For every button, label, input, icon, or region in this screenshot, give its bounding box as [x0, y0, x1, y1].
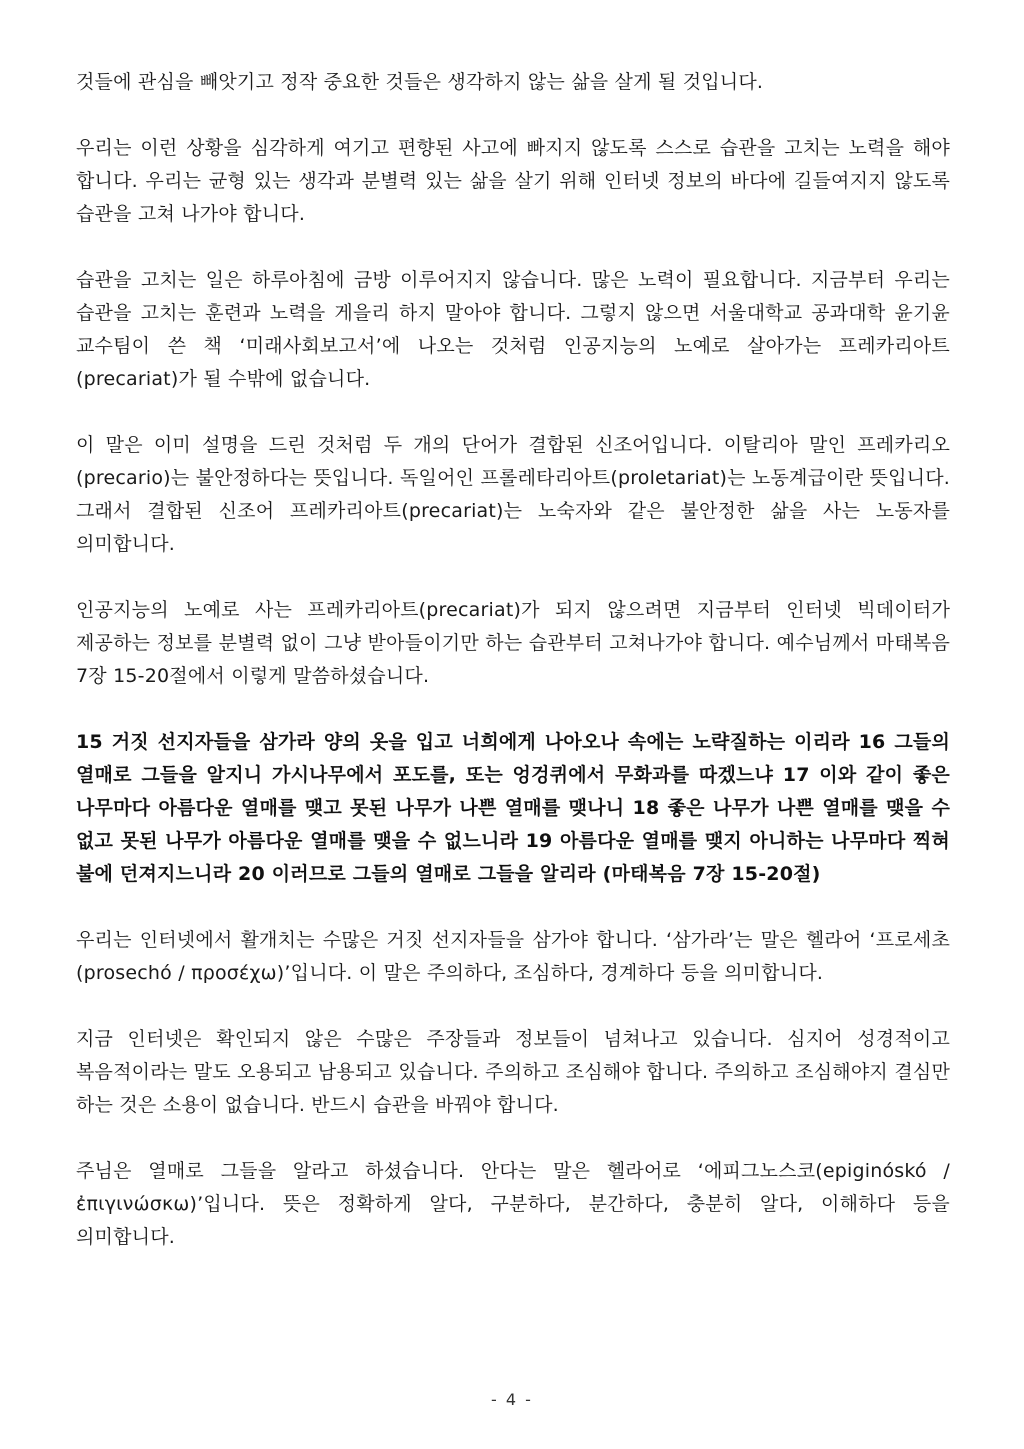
paragraph: 주님은 열매로 그들을 알라고 하셨습니다. 안다는 말은 헬라어로 ‘에피그노스코(epiginóskó / ἐπιγινώσκω)’입니다. 뜻은 정확하게 알다, 구분하다, 분간하다, 충분히 알다, 이해하다 등을 의미합니다. [76, 1160, 950, 1248]
document-body [76, 66, 950, 1287]
paragraph: 인공지능의 노예로 사는 프레카리아트(precariat)가 되지 않으려면 지금부터 인터넷 빅데이터가 제공하는 정보를 분별력 없이 그냥 받아들이기만 하는 습관부터 고쳐나가야 합니다. 예수님께서 마태복음 7장 15-20절에서 이렇게 말씀하셨습니다. [76, 599, 950, 687]
paragraph: 것들에 관심을 빼앗기고 정작 중요한 것들은 생각하지 않는 삶을 살게 될 것입니다. [76, 71, 764, 93]
paragraph: 우리는 이런 상황을 심각하게 여기고 편향된 사고에 빠지지 않도록 스스로 습관을 고치는 노력을 해야 합니다. 우리는 균형 있는 생각과 분별력 있는 삶을 살기 위해 인터넷 정보의 바다에 길들여지지 않도록 습관을 고쳐 나가야 합니다. [76, 137, 950, 225]
paragraph: 우리는 인터넷에서 활개치는 수많은 거짓 선지자들을 삼가야 합니다. ‘삼가라’는 말은 헬라어 ‘프로세초(prosechó / προσέχω)’입니다. 이 말은 주의하다, 조심하다, 경계하다 등을 의미합니다. [76, 929, 950, 984]
page-number: - 4 - [491, 1390, 533, 1409]
paragraph: 이 말은 이미 설명을 드린 것처럼 두 개의 단어가 결합된 신조어입니다. 이탈리아 말인 프레카리오(precario)는 불안정하다는 뜻입니다. 독일어인 프롤레타리아트(proletariat)는 노동계급이란 뜻입니다. 그래서 결합된 신조어 프레카리아트(precariat)는 노숙자와 같은 불안정한 삶을 사는 노동자를 의미합니다. [76, 434, 950, 555]
paragraph: 지금 인터넷은 확인되지 않은 수많은 주장들과 정보들이 넘쳐나고 있습니다. 심지어 성경적이고 복음적이라는 말도 오용되고 남용되고 있습니다. 주의하고 조심해야 합니다. 주의하고 조심해야지 결심만 하는 것은 소용이 없습니다. 반드시 습관을 바꿔야 합니다. [76, 1028, 950, 1116]
scripture-quote: 15 거짓 선지자들을 삼가라 양의 옷을 입고 너희에게 나아오나 속에는 노략질하는 이리라 16 그들의 열매로 그들을 알지니 가시나무에서 포도를, 또는 엉겅퀴에서 무화과를 따겠느냐 17 이와 같이 좋은 나무마다 아름다운 열매를 맺고 못된 나무가 나쁜 열매를 맺나니 18 좋은 나무가 나쁜 열매를 맺을 수 없고 못된 나무가 아름다운 열매를 맺을 수 없느니라 19 아름다운 열매를 맺지 아니하는 나무마다 찍혀 불에 던져지느니라 20 이러므로 그들의 열매로 그들을 알리라 (마태복음 7장 15-20절) [76, 731, 950, 885]
paragraph: 습관을 고치는 일은 하루아침에 금방 이루어지지 않습니다. 많은 노력이 필요합니다. 지금부터 우리는 습관을 고치는 훈련과 노력을 게을리 하지 말아야 합니다. 그렇지 않으면 서울대학교 공과대학 윤기윤 교수팀이 쓴 책 ‘미래사회보고서’에 나오는 것처럼 인공지능의 노예로 살아가는 프레카리아트(precariat)가 될 수밖에 없습니다. [76, 269, 950, 390]
